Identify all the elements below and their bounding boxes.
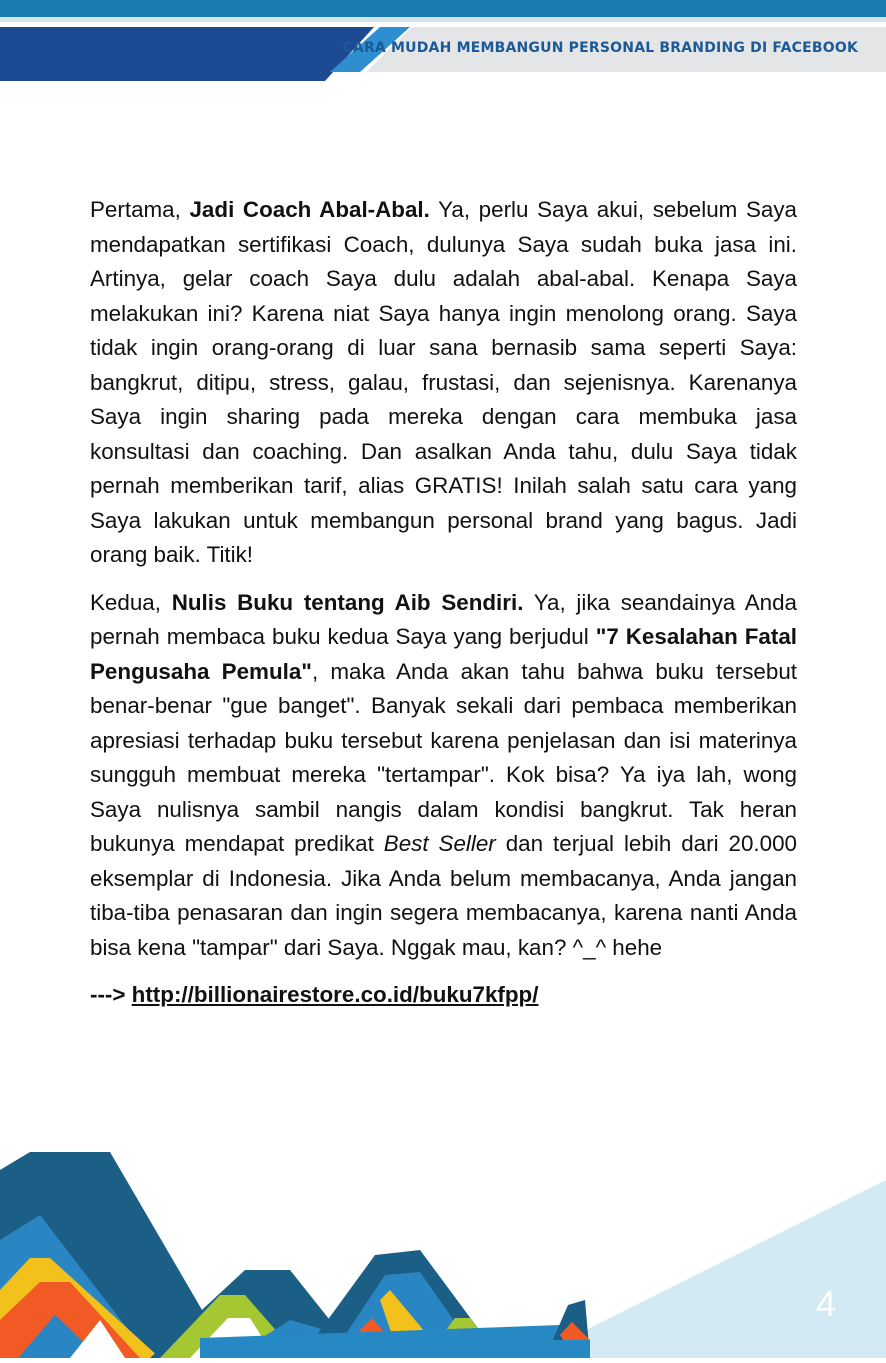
paragraph-body: Ya, jika seandainya Anda pernah membaca buku kedua Saya yang berjudul <box>90 589 797 649</box>
paragraph-body: Ya, perlu Saya akui, sebelum Saya mendapatkan sertifikasi Coach, dulunya Saya sudah buka jasa ini. Artinya, gelar coach Saya dulu adalah abal-abal. Kenapa Saya melakukan ini? Karena niat Saya hanya ingin menolong orang. Saya tidak ingin orang-orang di luar sana bernasib sama seperti Saya: bangkrut, ditipu, stress, galau, frustasi, dan sejenisnya. Karenanya Saya ingin sharing pada mereka dengan cara membuka jasa konsultasi dan coaching. Dan asalkan Anda tahu, dulu Saya tidak pernah memberikan tarif, alias GRATIS! Inilah salah satu cara yang Saya lakukan untuk membangun personal brand yang bagus. Jadi orang baik. Titik! <box>90 197 797 567</box>
heading-nulis-buku: Nulis Buku tentang Aib Sendiri. <box>171 589 524 615</box>
blue-band-right <box>480 1340 590 1358</box>
footer-decoration <box>0 1140 886 1358</box>
best-seller-text: Best Seller <box>383 831 496 856</box>
link-line <box>90 978 797 1013</box>
paragraph-body: , maka Anda akan tahu bahwa buku tersebut benar-benar "gue banget". Banyak sekali dari pembaca memberikan apresiasi terhadap buku tersebut karena penjelasan dan isi materinya sungguh membuat mereka "tertampar". Kok bisa? Ya iya lah, wong Saya nulisnya sambil nangis dalam kondisi bangkrut. Tak heran bukunya mendapat predikat <box>90 658 797 856</box>
header-dark-band <box>0 27 374 81</box>
paragraph-body: dan terjual lebih dari 20.000 eksemplar di Indonesia. Jika Anda belum membacanya, Anda jangan tiba-tiba penasaran dan ingin segera membacanya, karena nanti Anda bisa kena "tampar" dari Saya. Nggak mau, kan? ^_^ hehe <box>90 831 797 960</box>
page-header <box>0 0 886 82</box>
mountain-decoration-graphic <box>0 1140 886 1358</box>
header-title: CARA MUDAH MEMBANGUN PERSONAL BRANDING DI FACEBOOK <box>342 40 858 56</box>
paragraph-kedua <box>90 586 797 966</box>
book-link[interactable]: http://billionairestore.co.id/buku7kfpp/ <box>131 982 539 1007</box>
paragraph-lead: Pertama, <box>90 197 190 222</box>
heading-jadi-coach: Jadi Coach Abal-Abal. <box>189 197 430 222</box>
book-title: "7 Kesalahan Fatal Pengusaha Pemula" <box>90 624 797 684</box>
header-thin-strip <box>0 17 886 22</box>
arrow-text: ---> <box>90 982 132 1007</box>
paragraph-lead: Kedua, <box>90 589 172 615</box>
page-number: 4 <box>816 1283 837 1324</box>
header-top-strip <box>0 0 886 17</box>
paragraph-pertama <box>90 193 797 573</box>
main-content <box>90 193 797 1013</box>
